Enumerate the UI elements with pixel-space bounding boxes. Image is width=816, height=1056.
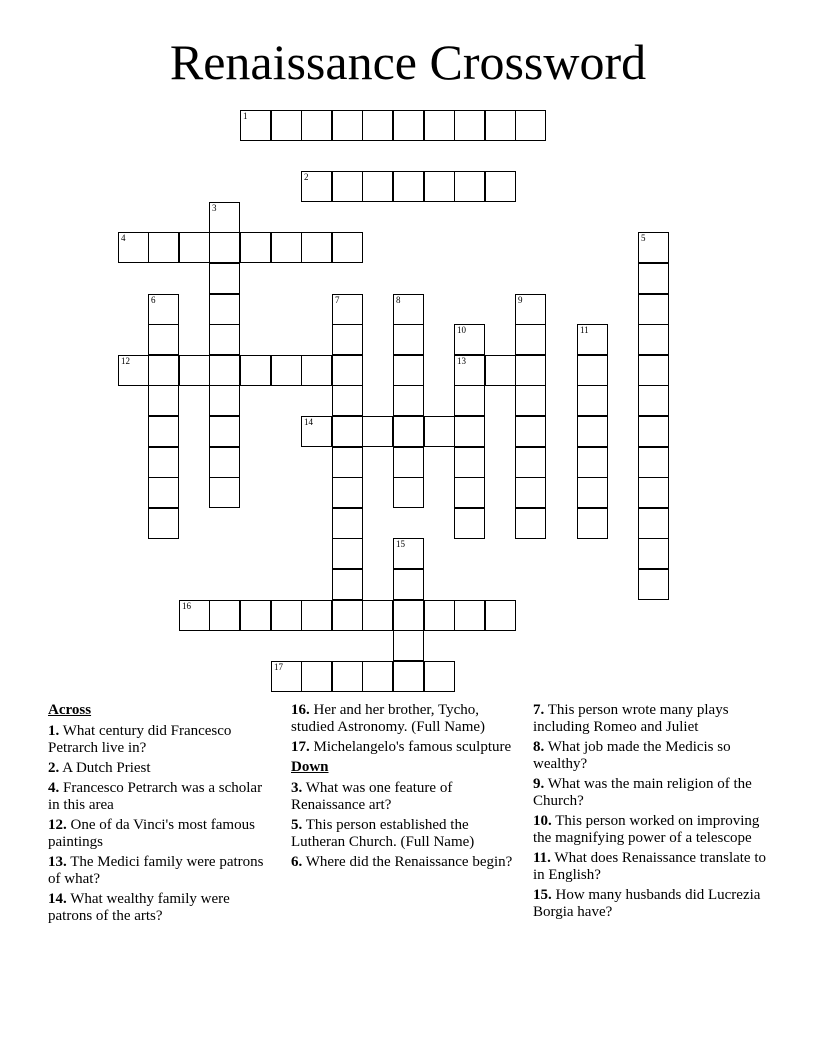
grid-cell[interactable] xyxy=(485,171,516,202)
grid-cell[interactable] xyxy=(393,661,424,692)
clue-number: 6. xyxy=(291,854,303,870)
grid-cell[interactable] xyxy=(362,416,393,447)
grid-cell[interactable] xyxy=(577,355,608,386)
grid-cell[interactable] xyxy=(638,263,669,294)
grid-cell[interactable] xyxy=(393,385,424,416)
clue-text: What job made the Medicis so wealthy? xyxy=(533,739,731,772)
clue-text: This person wrote many plays including Romeo and Juliet xyxy=(533,702,729,735)
grid-cell[interactable] xyxy=(393,477,424,508)
grid-cell[interactable] xyxy=(271,355,302,386)
grid-cell[interactable] xyxy=(515,355,546,386)
cell-number: 17 xyxy=(274,662,283,672)
grid-cell[interactable] xyxy=(424,110,455,141)
grid-cell[interactable] xyxy=(454,477,485,508)
clue-number: 13. xyxy=(48,854,67,870)
grid-cell[interactable] xyxy=(209,324,240,355)
grid-cell[interactable] xyxy=(332,110,363,141)
clue-down-3 xyxy=(291,780,523,814)
clue-number: 4. xyxy=(48,780,60,796)
clue-text: What was one feature of Renaissance art? xyxy=(291,780,453,813)
grid-cell[interactable] xyxy=(332,324,363,355)
grid-cell[interactable] xyxy=(515,447,546,478)
grid-cell[interactable] xyxy=(393,110,424,141)
clue-across-13 xyxy=(48,854,276,888)
grid-cell[interactable] xyxy=(209,294,240,325)
grid-cell[interactable] xyxy=(301,171,332,202)
grid-cell[interactable] xyxy=(209,355,240,386)
grid-cell[interactable] xyxy=(393,355,424,386)
grid-cell[interactable] xyxy=(515,416,546,447)
grid-cell[interactable] xyxy=(332,232,363,263)
clue-text: Michelangelo's famous sculpture xyxy=(313,739,512,755)
grid-cell[interactable] xyxy=(454,447,485,478)
grid-cell[interactable] xyxy=(301,355,332,386)
clue-number: 5. xyxy=(291,817,303,833)
grid-cell[interactable] xyxy=(638,508,669,539)
grid-cell[interactable] xyxy=(393,630,424,661)
grid-cell[interactable] xyxy=(638,324,669,355)
grid-cell[interactable] xyxy=(577,447,608,478)
clue-text: What does Renaissance translate to in English? xyxy=(533,850,767,883)
clue-down-5 xyxy=(291,817,523,851)
grid-cell[interactable] xyxy=(332,294,363,325)
grid-cell[interactable] xyxy=(332,600,363,631)
grid-cell[interactable] xyxy=(301,416,332,447)
grid-cell[interactable] xyxy=(424,416,455,447)
grid-cell[interactable] xyxy=(301,232,332,263)
grid-cell[interactable] xyxy=(209,385,240,416)
clue-text: Francesco Petrarch was a scholar in this area xyxy=(48,780,263,813)
grid-cell[interactable] xyxy=(148,508,179,539)
grid-cell[interactable] xyxy=(332,569,363,600)
cell-number: 3 xyxy=(212,203,217,213)
grid-cell[interactable] xyxy=(393,416,424,447)
grid-cell[interactable] xyxy=(577,508,608,539)
grid-cell[interactable] xyxy=(638,355,669,386)
clue-across-12 xyxy=(48,817,276,851)
grid-cell[interactable] xyxy=(332,508,363,539)
grid-cell[interactable] xyxy=(454,416,485,447)
grid-cell[interactable] xyxy=(148,324,179,355)
clue-number: 1. xyxy=(48,723,60,739)
clue-text: A Dutch Priest xyxy=(62,760,151,776)
grid-cell[interactable] xyxy=(332,355,363,386)
grid-cell[interactable] xyxy=(209,416,240,447)
grid-cell[interactable] xyxy=(577,477,608,508)
grid-cell[interactable] xyxy=(577,416,608,447)
grid-cell[interactable] xyxy=(209,202,240,233)
clue-text: What century did Francesco Petrarch live in? xyxy=(48,723,232,756)
grid-cell[interactable] xyxy=(485,355,516,386)
grid-cell[interactable] xyxy=(515,324,546,355)
grid-cell[interactable] xyxy=(424,600,455,631)
clues-section xyxy=(0,702,816,1042)
grid-cell[interactable] xyxy=(148,447,179,478)
grid-cell[interactable] xyxy=(209,600,240,631)
cell-number: 9 xyxy=(518,295,523,305)
grid-cell[interactable] xyxy=(485,600,516,631)
clue-number: 17. xyxy=(291,739,310,755)
grid-cell[interactable] xyxy=(209,477,240,508)
grid-cell[interactable] xyxy=(393,324,424,355)
grid-cell[interactable] xyxy=(515,477,546,508)
grid-cell[interactable] xyxy=(638,477,669,508)
grid-cell[interactable] xyxy=(148,232,179,263)
grid-cell[interactable] xyxy=(362,661,393,692)
grid-cell[interactable] xyxy=(148,355,179,386)
grid-cell[interactable] xyxy=(179,355,210,386)
clue-across-4 xyxy=(48,780,276,814)
grid-cell[interactable] xyxy=(577,324,608,355)
grid-cell[interactable] xyxy=(362,171,393,202)
grid-cell[interactable] xyxy=(515,294,546,325)
grid-cell[interactable] xyxy=(393,600,424,631)
grid-cell[interactable] xyxy=(424,171,455,202)
grid-cell[interactable] xyxy=(638,294,669,325)
grid-cell[interactable] xyxy=(454,171,485,202)
clue-across-2 xyxy=(48,760,276,777)
grid-cell[interactable] xyxy=(240,110,271,141)
clue-down-7 xyxy=(533,702,773,736)
clue-down-10 xyxy=(533,813,773,847)
clue-text: Where did the Renaissance begin? xyxy=(305,854,513,870)
clue-across-14 xyxy=(48,891,276,925)
grid-cell[interactable] xyxy=(240,600,271,631)
grid-cell[interactable] xyxy=(393,171,424,202)
grid-cell[interactable] xyxy=(638,232,669,263)
grid-cell[interactable] xyxy=(209,232,240,263)
cell-number: 13 xyxy=(457,356,466,366)
cell-number: 4 xyxy=(121,233,126,243)
grid-cell[interactable] xyxy=(515,508,546,539)
clue-down-8 xyxy=(533,739,773,773)
clue-down-6 xyxy=(291,854,523,871)
grid-cell[interactable] xyxy=(454,600,485,631)
grid-cell[interactable] xyxy=(332,477,363,508)
grid-cell[interactable] xyxy=(118,232,149,263)
cell-number: 7 xyxy=(335,295,340,305)
grid-cell[interactable] xyxy=(148,294,179,325)
grid-cell[interactable] xyxy=(301,110,332,141)
grid-cell[interactable] xyxy=(301,600,332,631)
grid-cell[interactable] xyxy=(454,385,485,416)
grid-cell[interactable] xyxy=(332,385,363,416)
across-heading: Across xyxy=(48,702,92,718)
grid-cell[interactable] xyxy=(393,447,424,478)
grid-cell[interactable] xyxy=(332,416,363,447)
grid-cell[interactable] xyxy=(332,538,363,569)
grid-cell[interactable] xyxy=(332,447,363,478)
cell-number: 1 xyxy=(243,111,248,121)
clue-text: This person worked on improving the magnifying power of a telescope xyxy=(533,813,760,846)
grid-cell[interactable] xyxy=(638,538,669,569)
clues-column-2 xyxy=(291,702,523,874)
cell-number: 8 xyxy=(396,295,401,305)
grid-cell[interactable] xyxy=(148,385,179,416)
grid-cell[interactable] xyxy=(118,355,149,386)
clue-across-17 xyxy=(291,739,523,756)
clue-text: How many husbands did Lucrezia Borgia have? xyxy=(533,887,761,920)
grid-cell[interactable] xyxy=(485,110,516,141)
grid-cell[interactable] xyxy=(393,538,424,569)
grid-cell[interactable] xyxy=(515,110,546,141)
clue-number: 14. xyxy=(48,891,67,907)
grid-cell[interactable] xyxy=(454,324,485,355)
clues-column-1 xyxy=(48,702,276,928)
grid-cell[interactable] xyxy=(209,447,240,478)
grid-cell[interactable] xyxy=(271,110,302,141)
grid-cell[interactable] xyxy=(362,600,393,631)
grid-cell[interactable] xyxy=(332,661,363,692)
grid-cell[interactable] xyxy=(148,416,179,447)
clue-text: What wealthy family were patrons of the arts? xyxy=(48,891,230,924)
grid-cell[interactable] xyxy=(332,171,363,202)
clue-number: 15. xyxy=(533,887,552,903)
grid-cell[interactable] xyxy=(271,600,302,631)
grid-cell[interactable] xyxy=(240,355,271,386)
clue-text: What was the main religion of the Church? xyxy=(533,776,752,809)
cell-number: 11 xyxy=(580,325,589,335)
grid-cell[interactable] xyxy=(454,110,485,141)
grid-cell[interactable] xyxy=(638,416,669,447)
cell-number: 14 xyxy=(304,417,313,427)
cell-number: 16 xyxy=(182,601,191,611)
grid-cell[interactable] xyxy=(638,447,669,478)
grid-cell[interactable] xyxy=(424,661,455,692)
clue-number: 2. xyxy=(48,760,60,776)
grid-cell[interactable] xyxy=(271,661,302,692)
page-title: Renaissance Crossword xyxy=(169,34,647,90)
clue-across-16 xyxy=(291,702,523,736)
clue-number: 9. xyxy=(533,776,545,792)
grid-cell[interactable] xyxy=(515,385,546,416)
grid-cell[interactable] xyxy=(240,232,271,263)
cell-number: 2 xyxy=(304,172,309,182)
clue-down-15 xyxy=(533,887,773,921)
cell-number: 12 xyxy=(121,356,130,366)
clues-column-3 xyxy=(533,702,773,924)
clue-text: This person established the Lutheran Church. (Full Name) xyxy=(291,817,475,850)
grid-cell[interactable] xyxy=(301,661,332,692)
clue-number: 7. xyxy=(533,702,545,718)
grid-cell[interactable] xyxy=(393,294,424,325)
clue-text: Her and her brother, Tycho, studied Astronomy. (Full Name) xyxy=(291,702,486,735)
clue-number: 10. xyxy=(533,813,552,829)
grid-cell[interactable] xyxy=(179,600,210,631)
clue-number: 8. xyxy=(533,739,545,755)
grid-cell[interactable] xyxy=(454,508,485,539)
clue-number: 11. xyxy=(533,850,551,866)
cell-number: 6 xyxy=(151,295,156,305)
grid-cell[interactable] xyxy=(393,569,424,600)
clue-number: 3. xyxy=(291,780,303,796)
clue-number: 12. xyxy=(48,817,67,833)
clue-number: 16. xyxy=(291,702,310,718)
clue-text: One of da Vinci's most famous paintings xyxy=(48,817,255,850)
grid-cell[interactable] xyxy=(638,385,669,416)
grid-cell[interactable] xyxy=(271,232,302,263)
cell-number: 5 xyxy=(641,233,646,243)
grid-cell[interactable] xyxy=(362,110,393,141)
grid-cell[interactable] xyxy=(577,385,608,416)
grid-cell[interactable] xyxy=(179,232,210,263)
clue-text: The Medici family were patrons of what? xyxy=(48,854,264,887)
clue-down-11 xyxy=(533,850,773,884)
clue-down-9 xyxy=(533,776,773,810)
grid-cell[interactable] xyxy=(148,477,179,508)
cell-number: 10 xyxy=(457,325,466,335)
grid-cell[interactable] xyxy=(209,263,240,294)
clue-across-1 xyxy=(48,723,276,757)
cell-number: 15 xyxy=(396,539,405,549)
grid-cell[interactable] xyxy=(638,569,669,600)
grid-cell[interactable] xyxy=(454,355,485,386)
down-heading: Down xyxy=(291,759,329,775)
